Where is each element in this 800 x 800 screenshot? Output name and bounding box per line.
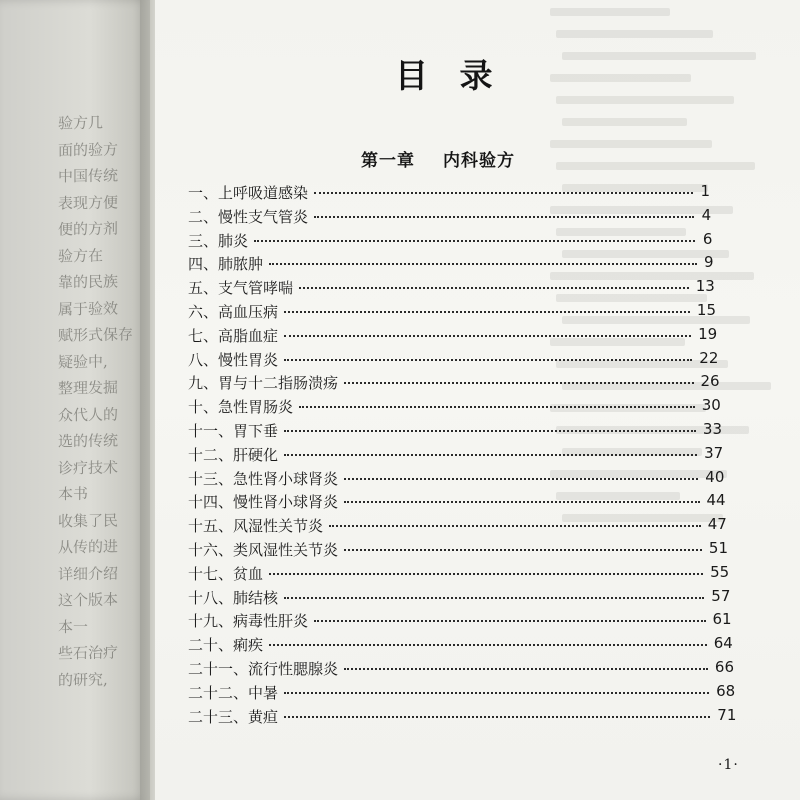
toc-dot-leader: [329, 522, 701, 527]
toc-dot-leader: [314, 189, 693, 194]
toc-entry[interactable]: [188, 372, 748, 394]
chapter-number: 第一章: [361, 151, 415, 171]
toc-entry-page: 6: [702, 229, 713, 248]
toc-entry-title: 二十三、黄疸: [188, 707, 279, 726]
toc-dot-leader: [284, 427, 696, 432]
toc-entry-page: 33: [702, 420, 722, 438]
toc-entry-page: 30: [701, 396, 721, 415]
chapter-name: 内科验方: [443, 151, 515, 171]
toc-entry-title: 十二、肝硬化: [188, 445, 279, 464]
toc-dot-leader: [299, 284, 689, 289]
toc-entry-title: 六、高血压病: [188, 303, 279, 321]
show-through-line: [550, 140, 712, 148]
left-page-line: 靠的民族: [58, 272, 119, 292]
toc-dot-leader: [284, 594, 704, 599]
toc-entry-title: 四、肺脓肿: [188, 255, 264, 274]
left-page-line: 中国传统: [58, 166, 119, 186]
show-through-line: [562, 52, 756, 60]
show-through-line: [556, 162, 755, 170]
toc-entry-page: 40: [705, 467, 725, 486]
toc-entry[interactable]: [188, 539, 748, 561]
toc-entry-title: 九、胃与十二指肠溃疡: [188, 374, 339, 393]
toc-entry-page: 9: [704, 253, 714, 272]
toc-entry[interactable]: [188, 253, 748, 275]
toc-entry-page: 57: [711, 586, 731, 605]
toc-entry[interactable]: [188, 706, 748, 728]
toc-entry-page: 66: [714, 658, 734, 676]
toc-entry-title: 十九、病毒性肝炎: [188, 612, 309, 631]
left-page-line: 从传的进: [58, 537, 119, 557]
left-page-line: 这个版本: [58, 590, 119, 610]
toc-entry-page: 47: [707, 515, 727, 534]
left-page-line: 些石治疗: [58, 643, 119, 663]
toc-entry[interactable]: [188, 610, 748, 632]
toc-entry-title: 三、肺炎: [188, 231, 249, 250]
toc-entry[interactable]: [188, 444, 748, 466]
toc-entry-page: 71: [717, 705, 737, 724]
toc-entry[interactable]: [188, 396, 748, 418]
toc-entry-page: 68: [716, 681, 736, 700]
toc-entry[interactable]: [188, 658, 748, 680]
toc-entry[interactable]: [188, 206, 748, 228]
toc-entry[interactable]: [188, 682, 748, 704]
toc-entry-title: 十五、风湿性关节炎: [188, 517, 324, 536]
left-page-line: 本书: [58, 484, 89, 504]
toc-entry[interactable]: [188, 325, 748, 347]
toc-entry-title: 二十一、流行性腮腺炎: [188, 660, 339, 678]
toc-entry-title: 五、支气管哮喘: [188, 279, 294, 298]
toc-entry-page: 19: [698, 324, 718, 343]
toc-entry[interactable]: [188, 515, 748, 537]
left-page-line: 属于验效: [58, 298, 119, 319]
toc-entry-page: 44: [706, 491, 726, 510]
toc-dot-leader: [284, 713, 710, 718]
toc-dot-leader: [284, 451, 697, 456]
toc-entry-title: 二、慢性支气管炎: [188, 207, 309, 226]
toc-entry-page: 15: [696, 301, 716, 319]
toc-dot-leader: [299, 403, 695, 408]
toc-entry[interactable]: [188, 349, 748, 371]
toc-entry-page: 1: [700, 182, 710, 200]
left-page-line: 验方在: [58, 246, 104, 265]
toc-dot-leader: [254, 237, 695, 242]
toc-dot-leader: [284, 308, 690, 313]
toc-dot-leader: [344, 665, 708, 670]
toc-entry-title: 十四、慢性肾小球肾炎: [188, 493, 339, 512]
left-page-line: 诊疗技术: [58, 457, 119, 478]
toc-entry-title: 十七、贫血: [188, 564, 264, 583]
toc-dot-leader: [269, 570, 703, 575]
left-page-line: 表现方便: [58, 192, 119, 213]
toc-dot-leader: [284, 356, 692, 361]
toc-entry-title: 十三、急性肾小球肾炎: [188, 469, 339, 488]
toc-entry[interactable]: [188, 491, 748, 513]
show-through-line: [562, 118, 687, 126]
toc-entry-title: 十一、胃下垂: [188, 422, 279, 440]
toc-entry-page: 51: [708, 539, 728, 557]
toc-entry-title: 一、上呼吸道感染: [188, 184, 309, 202]
toc-entry-title: 二十二、中暑: [188, 683, 279, 702]
left-page-line: 面的验方: [58, 139, 119, 160]
page-number: ·1·: [718, 757, 739, 773]
toc-entry[interactable]: [188, 230, 748, 252]
page-title: 目 录: [395, 56, 503, 95]
toc-dot-leader: [269, 641, 707, 646]
toc-entry-title: 二十、痢疾: [188, 636, 264, 655]
toc-entry[interactable]: [188, 301, 748, 323]
toc-entry[interactable]: [188, 182, 748, 204]
show-through-line: [556, 30, 713, 38]
left-page-line: 收集了民: [58, 510, 119, 531]
left-page-line: 详细介绍: [58, 563, 119, 584]
left-page-line: 本一: [58, 617, 89, 636]
left-page-edge: [0, 0, 150, 800]
left-page-line: 选的传统: [58, 431, 119, 451]
toc-entry[interactable]: [188, 563, 748, 585]
toc-entry[interactable]: [188, 587, 748, 609]
toc-entry-page: 26: [700, 372, 720, 391]
toc-entry-title: 七、高脂血症: [188, 326, 279, 345]
toc-entry-page: 37: [704, 443, 724, 462]
toc-dot-leader: [269, 260, 697, 265]
toc-entry-page: 13: [695, 277, 715, 296]
toc-entry-page: 55: [710, 562, 730, 581]
toc-entry[interactable]: [188, 468, 748, 490]
toc-page: [155, 0, 800, 800]
show-through-line: [556, 96, 734, 104]
toc-entry-title: 八、慢性胃炎: [188, 350, 279, 369]
show-through-line: [550, 8, 670, 16]
toc-entry-title: 十、急性胃肠炎: [188, 398, 294, 417]
toc-entry-title: 十六、类风湿性关节炎: [188, 541, 339, 559]
left-page-line: 整理发掘: [58, 378, 119, 398]
left-page-line: 的研究,: [58, 670, 108, 689]
toc-dot-leader: [344, 498, 700, 503]
toc-entry-page: 61: [712, 610, 732, 629]
toc-dot-leader: [344, 379, 694, 384]
toc-entry[interactable]: [188, 277, 748, 299]
toc-dot-leader: [344, 546, 702, 551]
toc-entry-page: 22: [699, 348, 719, 367]
show-through-line: [550, 74, 691, 82]
toc-entry-page: 4: [701, 205, 712, 224]
left-page-line: 验方几: [58, 113, 104, 133]
chapter-heading: [361, 146, 515, 171]
toc-dot-leader: [314, 213, 694, 218]
toc-entry-page: 64: [713, 634, 733, 653]
left-page-line: 赋形式保存: [58, 325, 134, 345]
toc-dot-leader: [284, 332, 691, 337]
toc-entry[interactable]: [188, 634, 748, 656]
toc-dot-leader: [284, 689, 709, 694]
toc-dot-leader: [344, 475, 698, 480]
left-page-line: 众代人的: [58, 404, 119, 425]
left-page-line: 便的方剂: [58, 219, 119, 239]
toc-dot-leader: [314, 617, 706, 622]
toc-entry-title: 十八、肺结核: [188, 588, 279, 607]
left-page-line: 疑验中,: [58, 352, 108, 371]
toc-entry[interactable]: [188, 420, 748, 442]
